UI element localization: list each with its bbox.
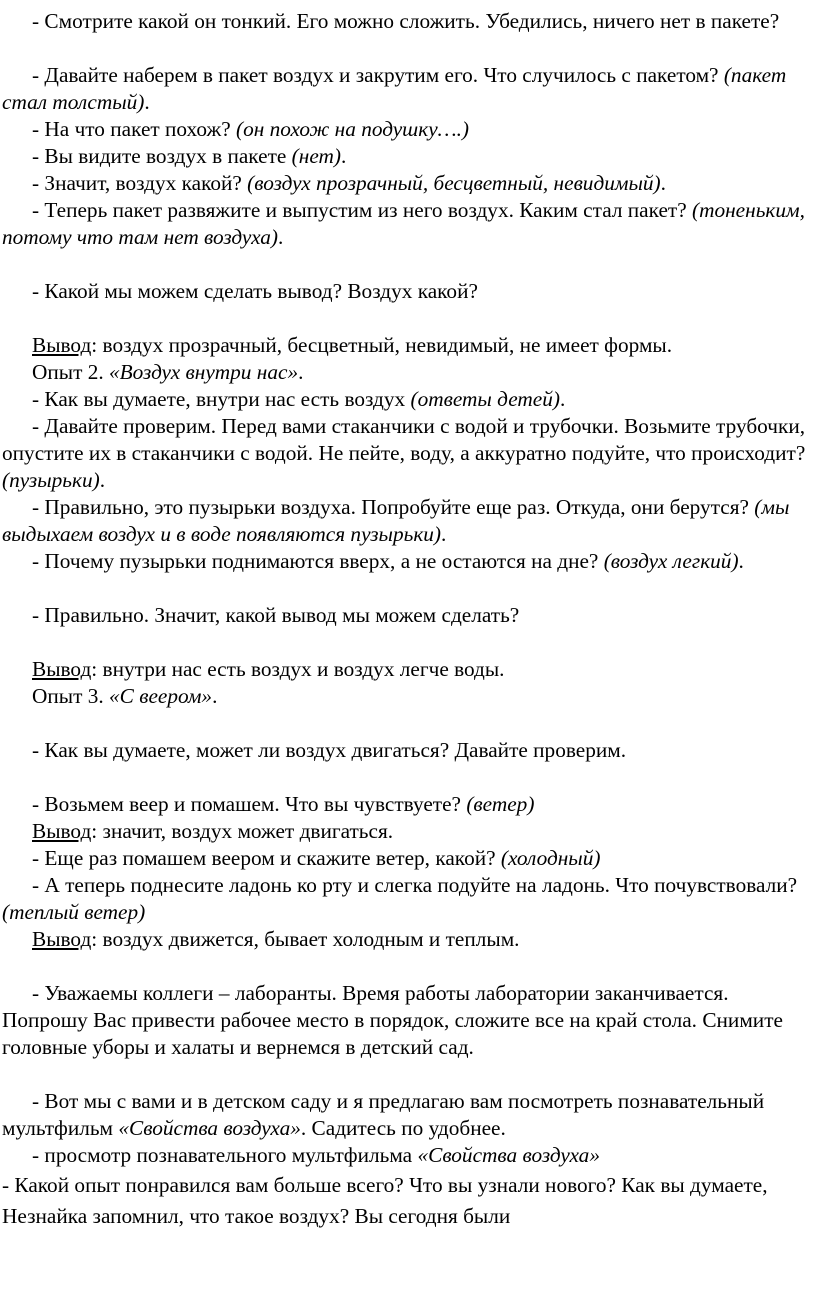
paragraph [2, 413, 810, 494]
paragraph [2, 845, 810, 872]
italic-answer: (ветер) [466, 792, 535, 816]
text: - Давайте проверим. Перед вами стаканчики с водой и трубочки. Возьмите трубочки, опустите их в стаканчики с водой. Не пейте, воду, а аккуратно подуйте, что происходит? [2, 414, 806, 465]
text: - Как вы думаете, может ли воздух двигаться? Давайте проверим. [32, 738, 627, 762]
italic-answer: (теплый ветер) [2, 900, 146, 924]
experiment-title: «Воздух внутри нас» [109, 360, 299, 384]
text: - Правильно, это пузырьки воздуха. Попробуйте еще раз. Откуда, они берутся? [32, 495, 755, 519]
text: : внутри нас есть воздух и воздух легче воды. [91, 657, 505, 681]
paragraph [2, 8, 810, 35]
paragraph [2, 791, 810, 818]
paragraph [2, 170, 810, 197]
text: - Почему пузырьки поднимаются вверх, а не остаются на дне? [32, 549, 604, 573]
paragraph [2, 926, 810, 953]
italic-answer: (ответы детей) [410, 387, 560, 411]
text: . [212, 684, 218, 708]
text: - Возьмем веер и помашем. Что вы чувствуете? [32, 792, 467, 816]
cartoon-title: «Свойства воздуха» [118, 1116, 301, 1140]
text: . Садитесь по удобнее. [300, 1116, 506, 1140]
experiment-title: «С веером» [109, 684, 213, 708]
text: . [441, 522, 447, 546]
paragraph [2, 278, 810, 305]
text: Опыт 3. [32, 684, 110, 708]
paragraph [2, 683, 810, 710]
text: - Давайте наберем в пакет воздух и закрутим его. Что случилось с пакетом? [32, 63, 724, 87]
paragraph [2, 602, 810, 629]
paragraph [2, 1170, 810, 1232]
text: - Какой мы можем сделать вывод? Воздух какой? [32, 279, 478, 303]
text: - Значит, воздух какой? [32, 171, 248, 195]
text: - А теперь поднесите ладонь ко рту и слегка подуйте на ладонь. Что почувствовали? [32, 873, 798, 897]
paragraph [2, 980, 810, 1061]
italic-answer: (воздух прозрачный, бесцветный, невидимый) [247, 171, 661, 195]
text: . [559, 387, 566, 411]
text: Опыт 2. [32, 360, 110, 384]
text: . [298, 360, 304, 384]
text: - Уважаемы коллеги – лаборанты. Время работы лаборатории заканчивается. Попрошу Вас привести рабочее место в порядок, сложите все на край стола. Снимите головные уборы и халаты и вернемся в детский сад. [2, 981, 783, 1059]
paragraph [2, 818, 810, 845]
paragraph [2, 359, 810, 386]
paragraph [2, 872, 810, 926]
paragraph [2, 1142, 810, 1169]
text: - На что пакет похож? [32, 117, 236, 141]
conclusion-label: Вывод [32, 333, 92, 357]
text: . [340, 144, 347, 168]
text: - Еще раз помашем веером и скажите ветер, какой? [32, 846, 501, 870]
conclusion-label: Вывод [32, 657, 92, 681]
italic-answer: (воздух легкий) [603, 549, 739, 573]
paragraph [2, 116, 810, 143]
italic-answer: (нет) [291, 144, 341, 168]
text: - Теперь пакет развяжите и выпустим из него воздух. Каким стал пакет? [32, 198, 692, 222]
text: . [99, 468, 106, 492]
conclusion-label: Вывод [32, 819, 92, 843]
italic-answer: (пакет стал толстый) [2, 63, 787, 114]
paragraph [2, 1088, 810, 1142]
text: - Вы видите воздух в пакете [32, 144, 292, 168]
text: - просмотр познавательного мультфильма [32, 1143, 418, 1167]
text: : воздух прозрачный, бесцветный, невидимый, не имеет формы. [91, 333, 673, 357]
conclusion-label: Вывод [32, 927, 92, 951]
text: . [144, 90, 150, 114]
text: - Какой опыт понравился вам больше всего? Что вы узнали нового? Как вы думаете, Незнайка запомнил, что такое воздух? Вы сегодня были [2, 1173, 768, 1228]
text: . [738, 549, 744, 573]
paragraph [2, 332, 810, 359]
text: - Смотрите какой он тонкий. Его можно сложить. Убедились, ничего нет в пакете? [32, 9, 780, 33]
italic-answer: (тоненьким, потому что там нет воздуха) [2, 198, 805, 249]
italic-answer: (мы выдыхаем воздух и в воде появляются пузырьки) [2, 495, 790, 546]
paragraph [2, 197, 810, 251]
italic-answer: (холодный) [500, 846, 601, 870]
paragraph [2, 143, 810, 170]
paragraph [2, 494, 810, 548]
paragraph [2, 386, 810, 413]
cartoon-title: «Свойства воздуха» [417, 1143, 600, 1167]
text: . [660, 171, 666, 195]
paragraph [2, 62, 810, 116]
text: - Вот мы с вами и в детском саду и я предлагаю вам посмотреть познавательный мультфильм [2, 1089, 765, 1140]
paragraph [2, 737, 810, 764]
paragraph [2, 656, 810, 683]
italic-answer: (пузырьки) [2, 468, 100, 492]
text: - Правильно. Значит, какой вывод мы можем сделать? [32, 603, 520, 627]
paragraph [2, 548, 810, 575]
text: : значит, воздух может двигаться. [91, 819, 394, 843]
text: : воздух движется, бывает холодным и теплым. [91, 927, 520, 951]
text: - Как вы думаете, внутри нас есть воздух [32, 387, 411, 411]
italic-answer: (он похож на подушку….) [236, 117, 470, 141]
text: . [277, 225, 284, 249]
